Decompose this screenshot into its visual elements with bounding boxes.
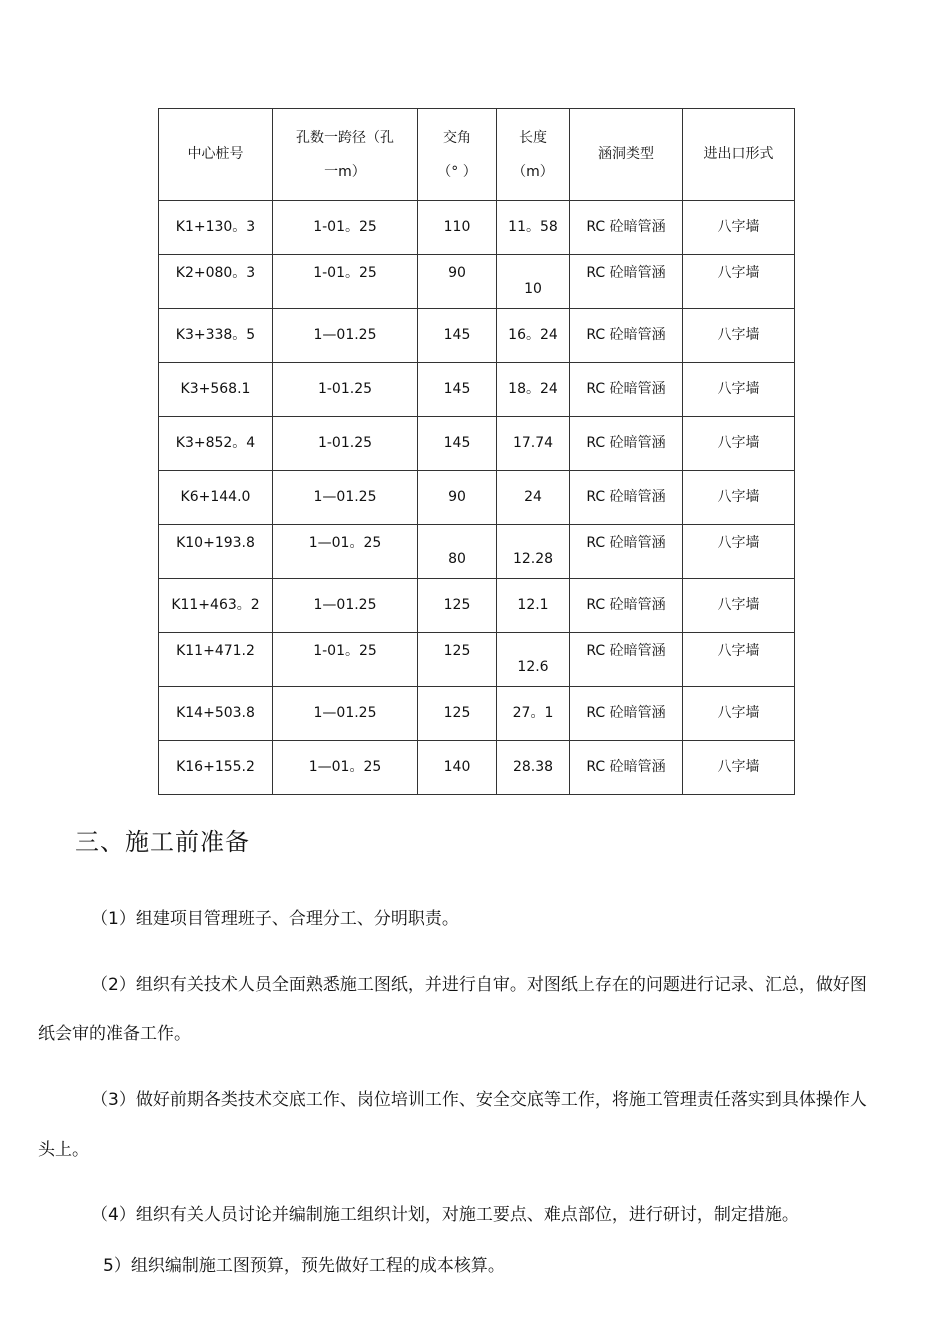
- table-row: [159, 309, 795, 363]
- cell-pile: K1+130。3: [159, 201, 273, 255]
- cell-length: 17.74: [497, 417, 570, 471]
- cell-length: 28.38: [497, 741, 570, 795]
- cell-span: 1-01。25: [273, 255, 418, 309]
- cell-type: RC 砼暗管涵: [570, 687, 683, 741]
- paragraph-3-line-1: （3）做好前期各类技术交底工作、岗位培训工作、安全交底等工作，将施工管理责任落实到具体操作人: [91, 1090, 867, 1110]
- cell-angle: 90: [418, 255, 497, 309]
- table-header-row: [159, 109, 795, 201]
- cell-angle: 125: [418, 633, 497, 687]
- cell-form: 八字墙: [683, 687, 795, 741]
- paragraph-4: （4）组织有关人员讨论并编制施工组织计划，对施工要点、难点部位，进行研讨，制定措施。: [91, 1205, 799, 1225]
- cell-angle: 145: [418, 417, 497, 471]
- cell-pile: K3+568.1: [159, 363, 273, 417]
- section-title: 三、施工前准备: [75, 828, 250, 856]
- cell-span: 1—01。25: [273, 525, 418, 579]
- cell-length: 24: [497, 471, 570, 525]
- table-row: [159, 471, 795, 525]
- cell-pile: K6+144.0: [159, 471, 273, 525]
- cell-form: 八字墙: [683, 633, 795, 687]
- table-row: [159, 201, 795, 255]
- table-row: [159, 633, 795, 687]
- cell-angle: 110: [418, 201, 497, 255]
- cell-length: 12.1: [497, 579, 570, 633]
- cell-pile: K11+471.2: [159, 633, 273, 687]
- table-row: [159, 255, 795, 309]
- cell-angle: 80: [418, 525, 497, 579]
- cell-type: RC 砼暗管涵: [570, 579, 683, 633]
- cell-type: RC 砼暗管涵: [570, 363, 683, 417]
- cell-form: 八字墙: [683, 363, 795, 417]
- cell-span: 1—01。25: [273, 741, 418, 795]
- cell-span: 1—01.25: [273, 471, 418, 525]
- cell-type: RC 砼暗管涵: [570, 417, 683, 471]
- cell-length: 12.28: [497, 525, 570, 579]
- cell-form: 八字墙: [683, 201, 795, 255]
- cell-span: 1-01.25: [273, 417, 418, 471]
- table-row: [159, 363, 795, 417]
- cell-pile: K16+155.2: [159, 741, 273, 795]
- cell-form: 八字墙: [683, 741, 795, 795]
- cell-angle: 90: [418, 471, 497, 525]
- header-span: 孔数一跨径（孔 一m）: [273, 109, 418, 201]
- cell-form: 八字墙: [683, 309, 795, 363]
- cell-angle: 140: [418, 741, 497, 795]
- header-inlet-outlet: 进出口形式: [683, 109, 795, 201]
- cell-length: 12.6: [497, 633, 570, 687]
- header-culvert-type: 涵洞类型: [570, 109, 683, 201]
- cell-span: 1-01.25: [273, 363, 418, 417]
- table-row: [159, 741, 795, 795]
- cell-type: RC 砼暗管涵: [570, 255, 683, 309]
- table-row: [159, 525, 795, 579]
- cell-form: 八字墙: [683, 471, 795, 525]
- cell-pile: K10+193.8: [159, 525, 273, 579]
- cell-span: 1—01.25: [273, 579, 418, 633]
- cell-angle: 125: [418, 579, 497, 633]
- header-length: 长度 （m）: [497, 109, 570, 201]
- cell-length: 18。24: [497, 363, 570, 417]
- cell-pile: K3+852。4: [159, 417, 273, 471]
- cell-type: RC 砼暗管涵: [570, 201, 683, 255]
- cell-form: 八字墙: [683, 579, 795, 633]
- paragraph-3-line-2: 头上。: [38, 1140, 89, 1160]
- culvert-table: [158, 108, 795, 795]
- table-row: [159, 687, 795, 741]
- cell-type: RC 砼暗管涵: [570, 309, 683, 363]
- header-center-pile: 中心桩号: [159, 109, 273, 201]
- cell-length: 16。24: [497, 309, 570, 363]
- cell-length: 10: [497, 255, 570, 309]
- cell-pile: K11+463。2: [159, 579, 273, 633]
- cell-span: 1-01。25: [273, 201, 418, 255]
- table-row: [159, 579, 795, 633]
- cell-angle: 145: [418, 363, 497, 417]
- cell-pile: K14+503.8: [159, 687, 273, 741]
- cell-span: 1—01.25: [273, 687, 418, 741]
- cell-type: RC 砼暗管涵: [570, 471, 683, 525]
- cell-pile: K2+080。3: [159, 255, 273, 309]
- cell-angle: 125: [418, 687, 497, 741]
- cell-form: 八字墙: [683, 255, 795, 309]
- cell-type: RC 砼暗管涵: [570, 741, 683, 795]
- cell-span: 1—01.25: [273, 309, 418, 363]
- paragraph-1: （1）组建项目管理班子、合理分工、分明职责。: [91, 909, 459, 929]
- cell-length: 27。1: [497, 687, 570, 741]
- cell-form: 八字墙: [683, 417, 795, 471]
- cell-type: RC 砼暗管涵: [570, 525, 683, 579]
- table-row: [159, 417, 795, 471]
- cell-pile: K3+338。5: [159, 309, 273, 363]
- cell-type: RC 砼暗管涵: [570, 633, 683, 687]
- cell-span: 1-01。25: [273, 633, 418, 687]
- header-angle: 交角 （° ）: [418, 109, 497, 201]
- paragraph-2-line-1: （2）组织有关技术人员全面熟悉施工图纸，并进行自审。对图纸上存在的问题进行记录、汇总，做好图: [91, 975, 867, 995]
- paragraph-5: 5）组织编制施工图预算，预先做好工程的成本核算。: [103, 1256, 505, 1276]
- cell-form: 八字墙: [683, 525, 795, 579]
- cell-angle: 145: [418, 309, 497, 363]
- cell-length: 11。58: [497, 201, 570, 255]
- paragraph-2-line-2: 纸会审的准备工作。: [38, 1024, 191, 1044]
